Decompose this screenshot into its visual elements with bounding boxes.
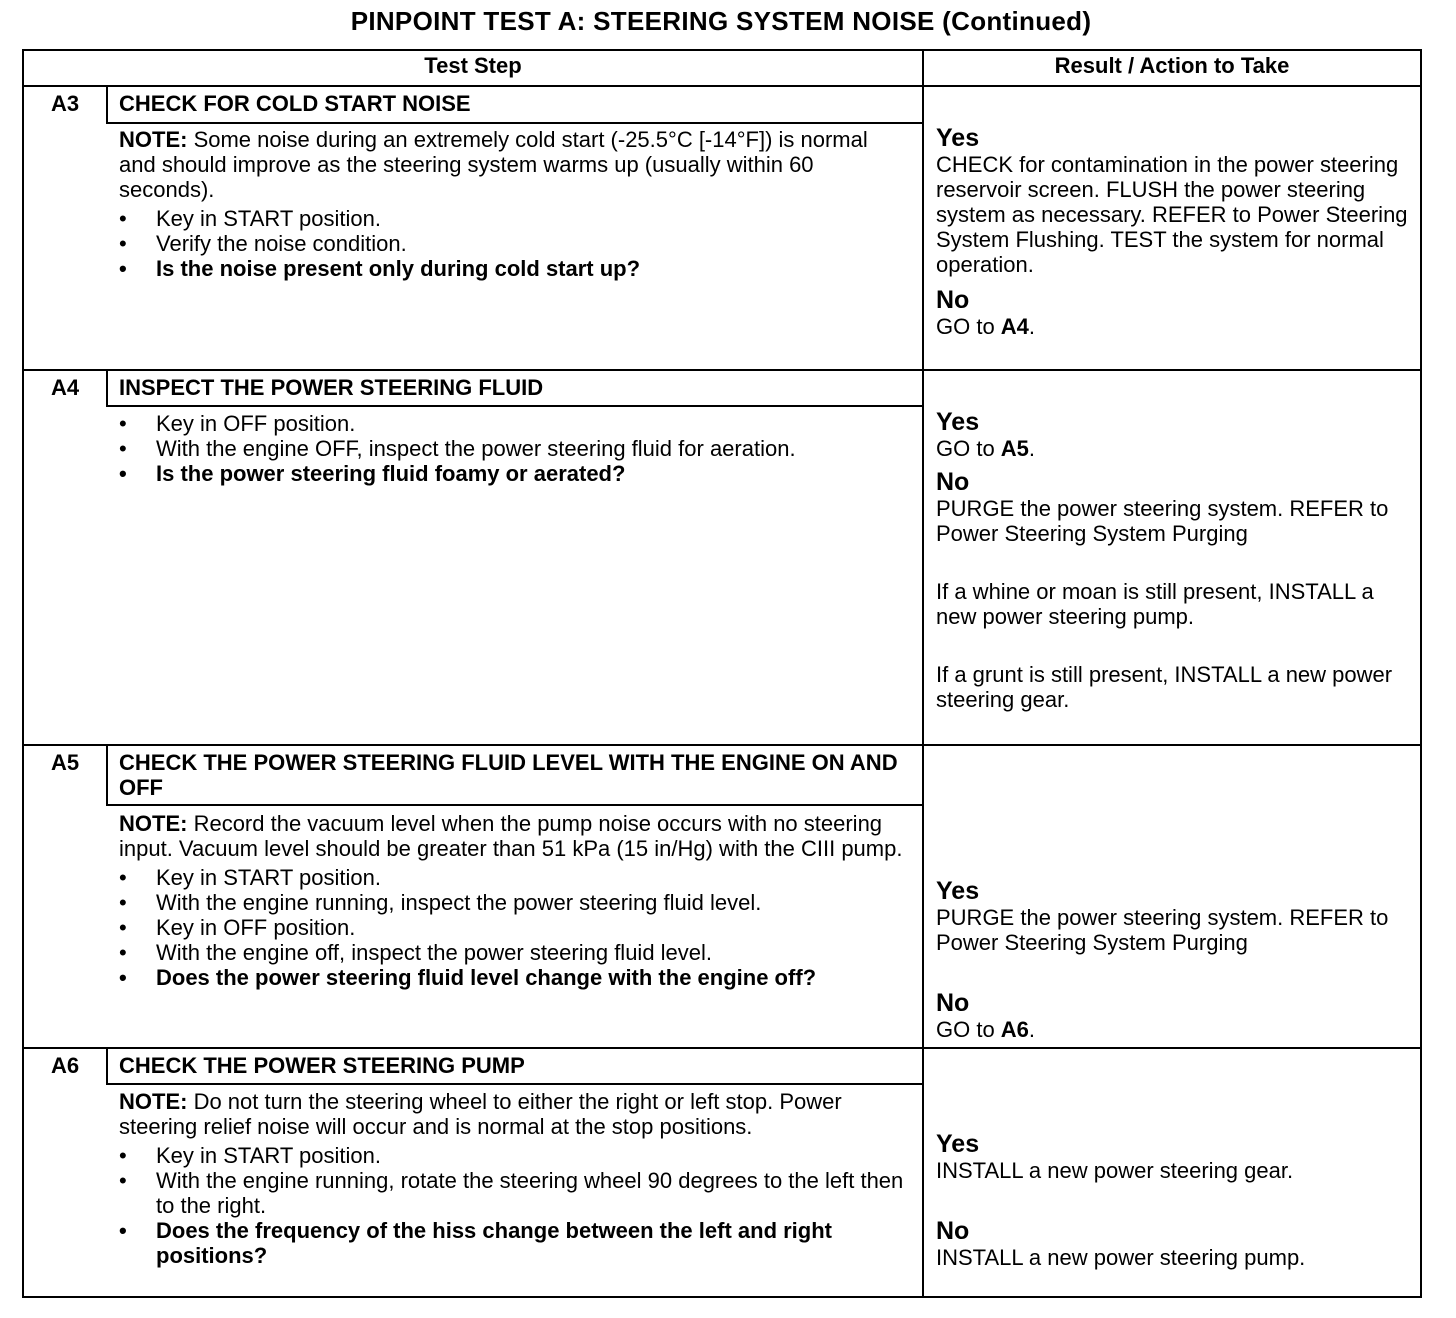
question: • Does the power steering fluid level change with the engine off?	[119, 965, 817, 990]
column-divider	[922, 51, 924, 1296]
result-a5	[936, 878, 1420, 1042]
yes-action: GO to A5.	[936, 436, 1036, 461]
question: • Is the noise present only during cold start up?	[119, 256, 641, 281]
step-id: A3	[50, 91, 80, 116]
yes-label: Yes	[936, 124, 980, 152]
list-item: • Key in OFF position.	[119, 915, 356, 940]
title-divider	[106, 405, 922, 407]
list-item: • With the engine off, inspect the power steering fluid level.	[119, 940, 713, 965]
note: NOTE: Record the vacuum level when the pump noise occurs with no steering input. Vacuum level should be greater than 51 kPa (15 in/Hg) with the CIII pump.	[119, 811, 903, 861]
step-title: CHECK THE POWER STEERING PUMP	[119, 1053, 525, 1078]
bullet-list	[119, 411, 909, 486]
bullet-list	[119, 1143, 909, 1268]
yes-label: Yes	[936, 408, 980, 436]
row-divider	[24, 744, 1420, 746]
row-divider	[24, 369, 1420, 371]
step-title: INSPECT THE POWER STEERING FLUID	[119, 375, 544, 400]
no-label: No	[936, 468, 970, 496]
bullet-list	[119, 865, 909, 990]
list-item: • Key in START position.	[119, 865, 381, 890]
title-divider	[106, 804, 922, 806]
step-body	[119, 1089, 909, 1268]
step-id: A6	[50, 1053, 80, 1078]
title-divider	[106, 1083, 922, 1085]
step-body	[119, 811, 909, 990]
yes-action: INSTALL a new power steering gear.	[936, 1158, 1294, 1183]
header-result: Result / Action to Take	[1054, 53, 1290, 78]
id-divider	[106, 1049, 108, 1085]
step-id: A5	[50, 750, 80, 775]
step-body	[119, 127, 909, 281]
no-label: No	[936, 1217, 970, 1245]
yes-label: Yes	[936, 877, 980, 905]
header-divider	[24, 85, 1420, 87]
step-title: CHECK FOR COLD START NOISE	[119, 91, 471, 116]
list-item: • Key in START position.	[119, 1143, 381, 1168]
yes-action: CHECK for contamination in the power steering reservoir screen. FLUSH the power steering system as necessary. REFER to Power Steering System Flushing. TEST the system for normal operation.	[936, 152, 1408, 277]
yes-action: PURGE the power steering system. REFER to Power Steering System Purging	[936, 905, 1389, 955]
step-id: A4	[50, 375, 80, 400]
list-item: • Verify the noise condition.	[119, 231, 407, 256]
header-test-step: Test Step	[424, 53, 522, 78]
id-divider	[106, 87, 108, 123]
no-action: GO to A6.	[936, 1017, 1036, 1042]
no-action-grunt: If a grunt is still present, INSTALL a new power steering gear.	[936, 662, 1393, 712]
no-label: No	[936, 989, 970, 1017]
list-item: • With the engine running, inspect the power steering fluid level.	[119, 890, 762, 915]
no-action: INSTALL a new power steering pump.	[936, 1245, 1306, 1270]
step-body	[119, 411, 909, 486]
question: • Does the frequency of the hiss change between the left and right positions?	[119, 1218, 832, 1268]
result-a3	[936, 125, 1420, 339]
row-divider	[24, 1047, 1420, 1049]
question: • Is the power steering fluid foamy or aerated?	[119, 461, 626, 486]
no-action: PURGE the power steering system. REFER to Power Steering System Purging	[936, 496, 1389, 546]
step-title: CHECK THE POWER STEERING FLUID LEVEL WITH THE ENGINE ON AND OFF	[119, 750, 898, 800]
yes-label: Yes	[936, 1130, 980, 1158]
pinpoint-table	[22, 49, 1422, 1298]
id-divider	[106, 746, 108, 806]
list-item: • With the engine OFF, inspect the power steering fluid for aeration.	[119, 436, 796, 461]
list-item: • Key in OFF position.	[119, 411, 356, 436]
result-a4	[936, 409, 1420, 712]
result-a6	[936, 1131, 1420, 1270]
list-item: • Key in START position.	[119, 206, 381, 231]
id-divider	[106, 371, 108, 407]
page-title: PINPOINT TEST A: STEERING SYSTEM NOISE (Continued)	[350, 6, 1092, 36]
no-label: No	[936, 286, 970, 314]
no-action-whine: If a whine or moan is still present, INSTALL a new power steering pump.	[936, 579, 1374, 629]
note: NOTE: Do not turn the steering wheel to either the right or left stop. Power steering relief noise will occur and is normal at the stop positions.	[119, 1089, 842, 1139]
no-action: GO to A4.	[936, 314, 1036, 339]
list-item: • With the engine running, rotate the steering wheel 90 degrees to the left then to the right.	[119, 1168, 904, 1218]
bullet-list	[119, 206, 909, 281]
title-divider	[106, 122, 922, 124]
note: NOTE: Some noise during an extremely cold start (-25.5°C [-14°F]) is normal and should improve as the steering system warms up (usually within 60 seconds).	[119, 127, 868, 202]
